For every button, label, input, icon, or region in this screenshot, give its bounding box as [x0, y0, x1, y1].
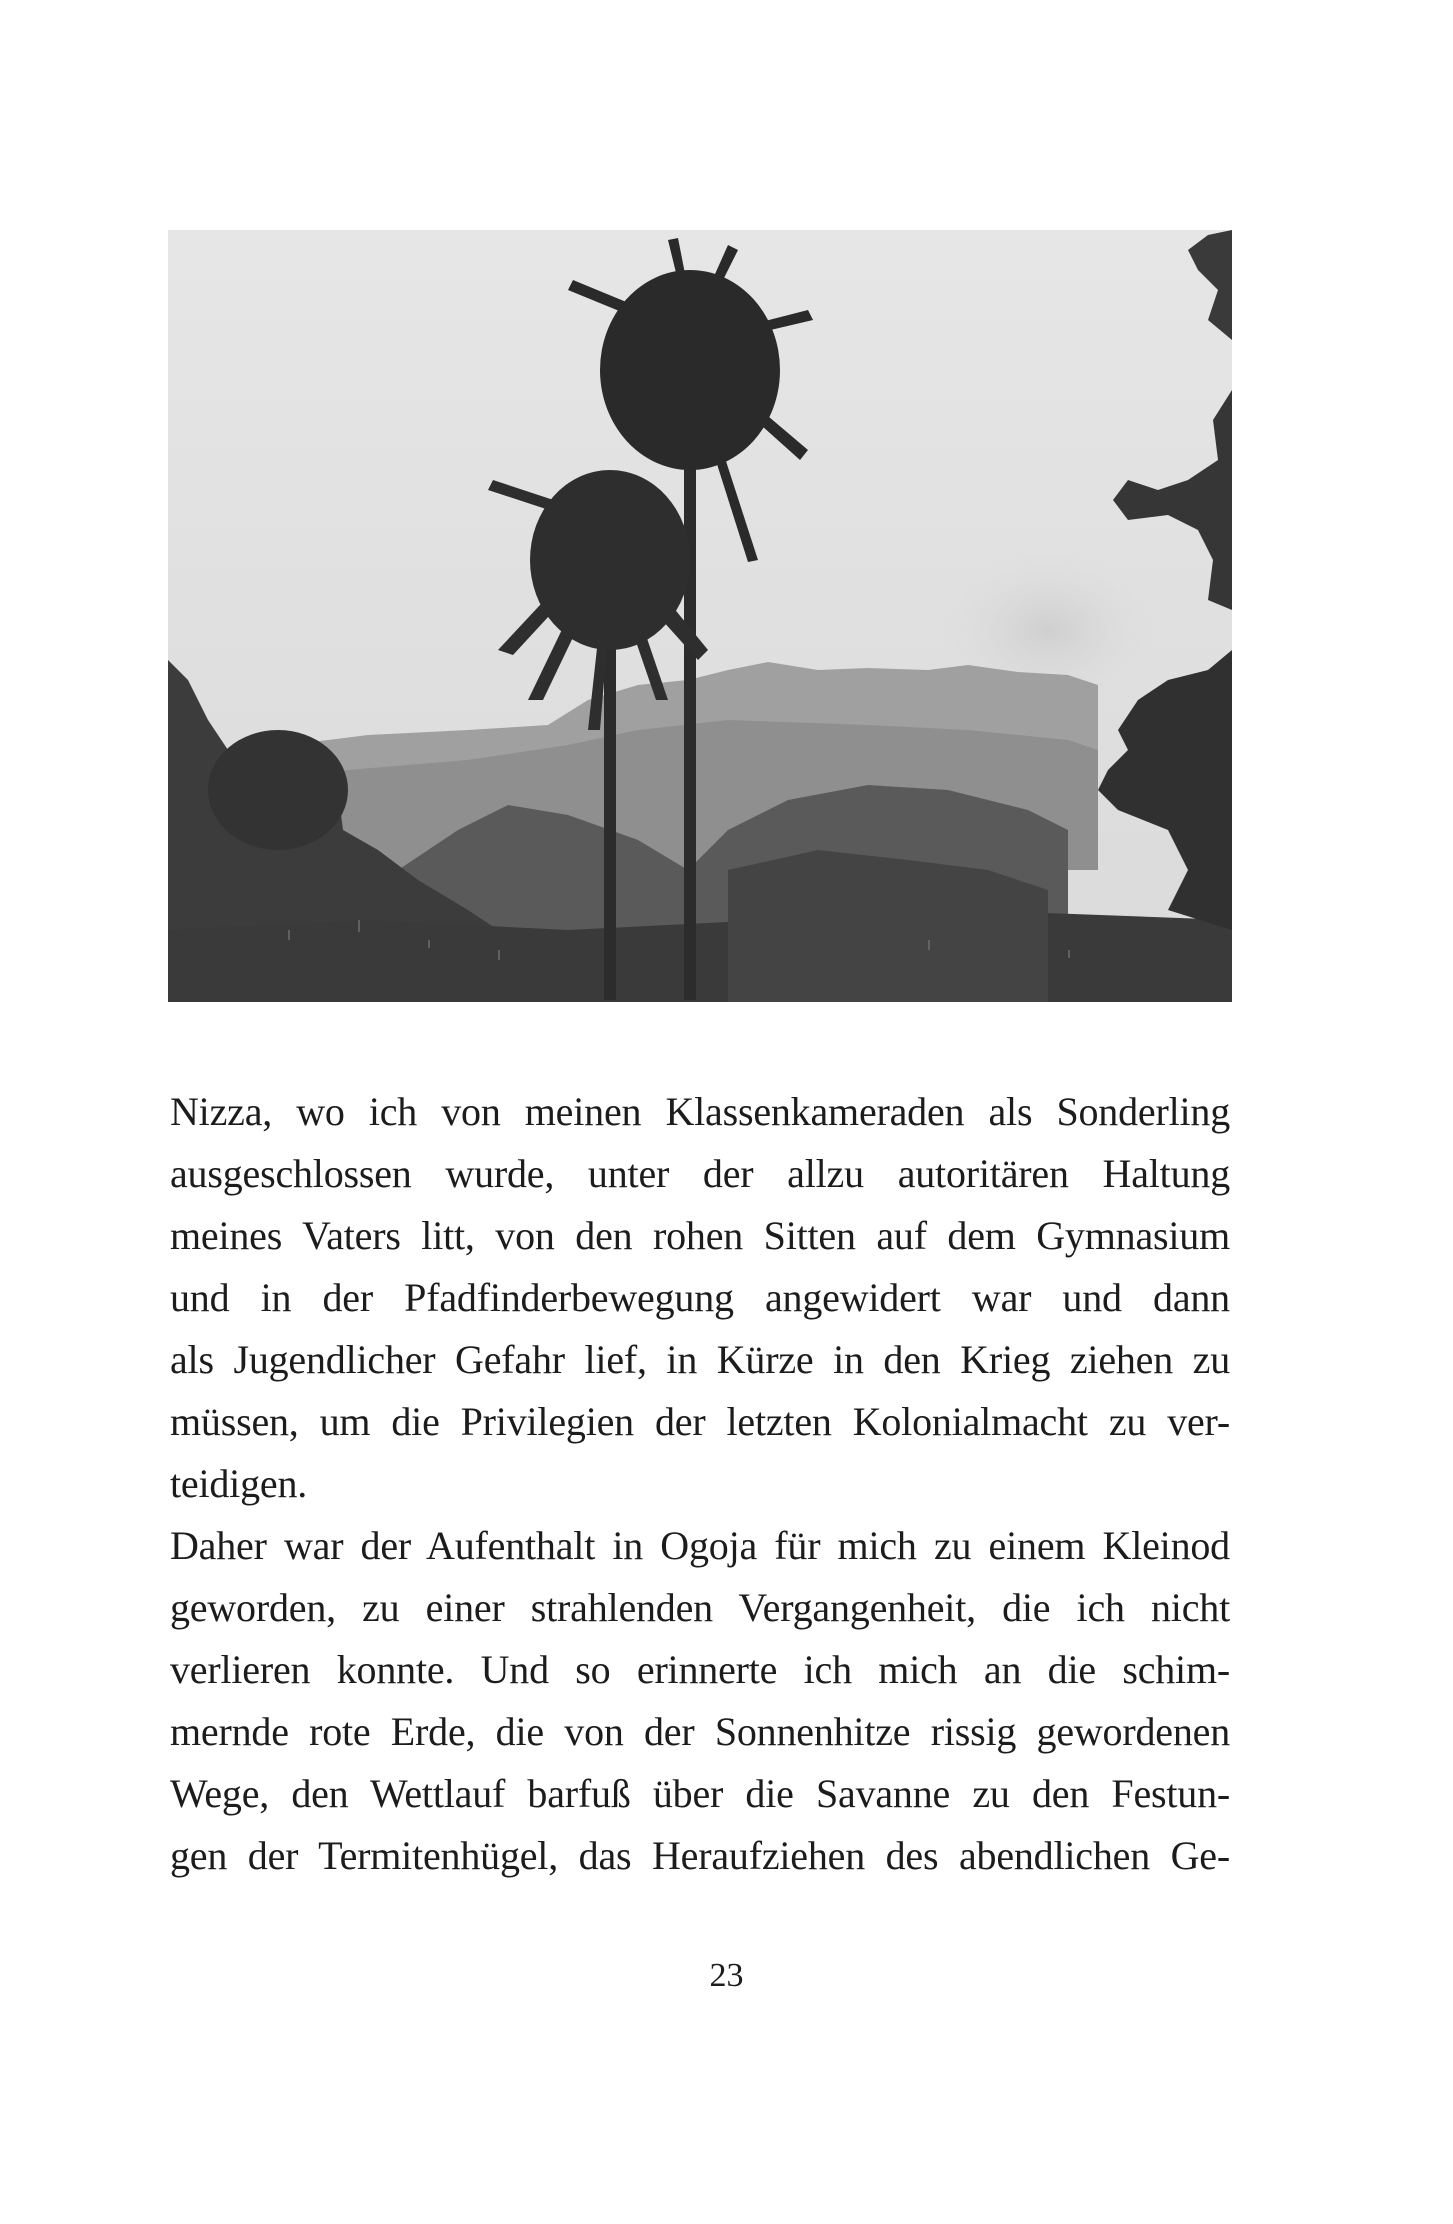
body-paragraphs	[170, 1081, 1230, 1887]
text-line: müssen, um die Privilegien der letzten Kolonialmacht zu ver-	[170, 1399, 1230, 1444]
text-line: teidigen.	[170, 1461, 308, 1506]
text-line: geworden, zu einer strahlenden Vergangenheit, die ich nicht	[170, 1585, 1230, 1630]
text-line: als Jugendlicher Gefahr lief, in Kürze in den Krieg ziehen zu	[170, 1337, 1230, 1382]
palm-landscape-image	[168, 230, 1232, 1002]
text-line: meines Vaters litt, von den rohen Sitten auf dem Gymnasium	[170, 1213, 1230, 1258]
text-line: Wege, den Wettlauf barfuß über die Savanne zu den Festun-	[170, 1771, 1230, 1816]
text-line: Daher war der Aufenthalt in Ogoja für mich zu einem Kleinod	[170, 1523, 1230, 1568]
text-line: mernde rote Erde, die von der Sonnenhitze rissig gewordenen	[170, 1709, 1230, 1754]
text-line: und in der Pfadfinderbewegung angewidert war und dann	[170, 1275, 1230, 1320]
text-line: gen der Termitenhügel, das Heraufziehen des abendlichen Ge-	[170, 1833, 1230, 1878]
text-line: Nizza, wo ich von meinen Klassenkameraden als Sonderling	[170, 1089, 1230, 1134]
landscape-photo	[168, 230, 1232, 1002]
text-line: ausgeschlossen wurde, unter der allzu autoritären Haltung	[170, 1151, 1230, 1196]
page-number: 23	[709, 1957, 744, 1994]
text-line: verlieren konnte. Und so erinnerte ich mich an die schim-	[170, 1647, 1230, 1692]
